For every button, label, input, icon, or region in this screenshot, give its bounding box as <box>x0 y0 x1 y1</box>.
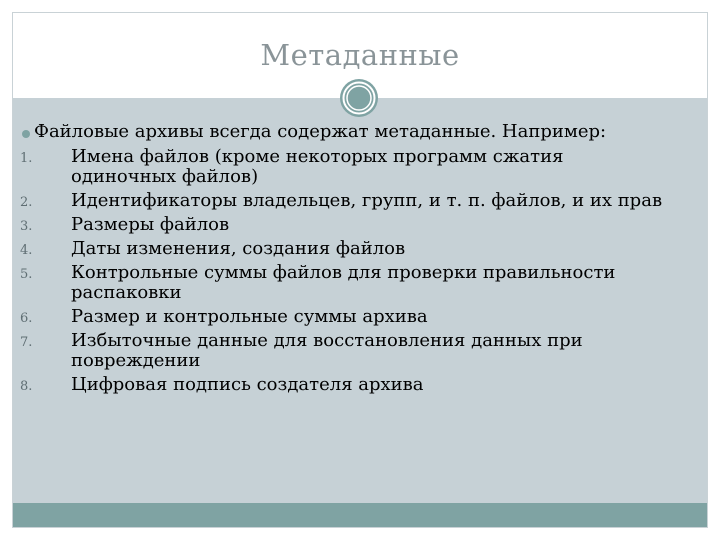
list-item-text: Размер и контрольные суммы архива <box>71 306 428 327</box>
list-item-text: Даты изменения, создания файлов <box>71 238 406 259</box>
list-item-number: 5. <box>20 267 33 282</box>
list-item-number: 7. <box>20 335 33 350</box>
list-item-number: 1. <box>20 151 33 166</box>
list-item-text: Имена файлов (кроме некоторых программ сжатия <box>71 146 564 167</box>
list-item-number: 8. <box>20 379 33 394</box>
list-item-text: Контрольные суммы файлов для проверки правильности <box>71 262 616 283</box>
bottom-band <box>13 503 707 527</box>
list-item-number: 3. <box>20 219 33 234</box>
list-item-number: 6. <box>20 311 33 326</box>
lead-text: Файловые архивы всегда содержат метаданные. Например: <box>34 121 607 142</box>
round-bullet-icon <box>22 130 30 138</box>
list-item-text: повреждении <box>71 350 201 371</box>
list-item-text: Цифровая подпись создателя архива <box>71 374 424 395</box>
list-item-text: Размеры файлов <box>71 214 230 235</box>
list-item-number: 2. <box>20 195 33 210</box>
list-item-text: распаковки <box>71 282 182 303</box>
list-item-text: Идентификаторы владельцев, групп, и т. п. файлов, и их прав <box>71 190 663 211</box>
double-circle-ornament-icon <box>339 78 379 118</box>
list-item-text: Избыточные данные для восстановления данных при <box>71 330 583 351</box>
list-item-text: одиночных файлов) <box>71 166 259 187</box>
slide-title: Метаданные <box>260 38 460 72</box>
list-item-number: 4. <box>20 243 33 258</box>
